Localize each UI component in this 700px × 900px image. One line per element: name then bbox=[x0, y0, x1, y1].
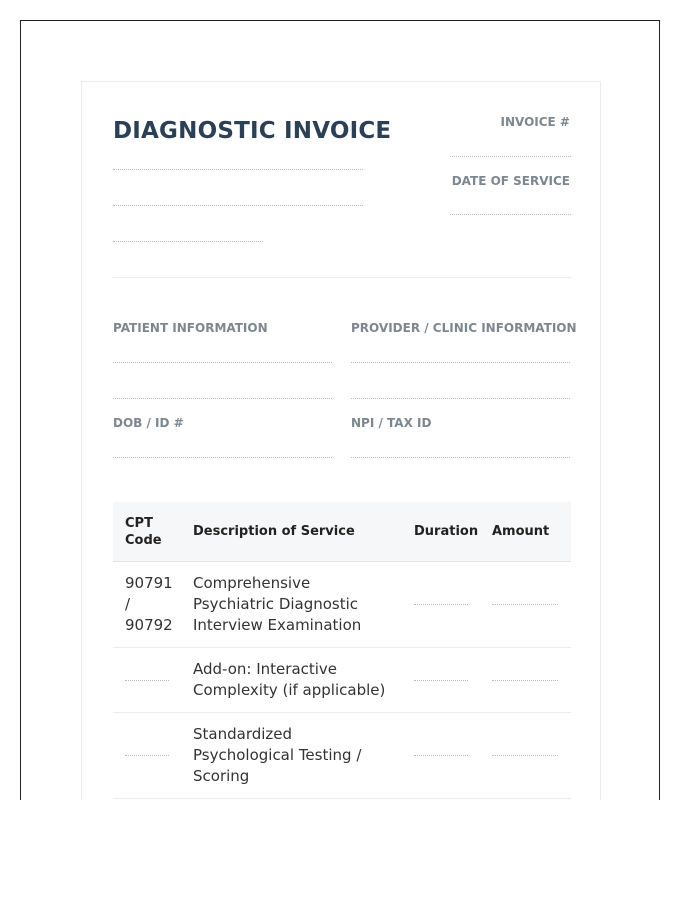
cpt-code-line[interactable] bbox=[125, 755, 169, 756]
patient-address-line[interactable] bbox=[113, 398, 332, 399]
document-frame bbox=[20, 20, 660, 800]
dob-id-line[interactable] bbox=[113, 457, 332, 458]
date-of-service-label: DATE OF SERVICE bbox=[451, 174, 570, 188]
amount-cell[interactable] bbox=[480, 713, 571, 799]
amount-line[interactable] bbox=[492, 604, 558, 605]
table-row bbox=[113, 562, 571, 648]
date-of-service-line[interactable] bbox=[450, 214, 571, 215]
cpt-code-line[interactable] bbox=[125, 680, 169, 681]
description-header: Description of Service bbox=[181, 502, 402, 562]
patient-info-label: PATIENT INFORMATION bbox=[113, 321, 268, 335]
amount-line[interactable] bbox=[492, 755, 558, 756]
amount-cell[interactable] bbox=[480, 562, 571, 648]
cpt-code-cell[interactable] bbox=[113, 713, 181, 799]
header-divider bbox=[113, 277, 571, 278]
dob-id-label: DOB / ID # bbox=[113, 416, 184, 430]
patient-name-line[interactable] bbox=[113, 362, 332, 363]
company-name-line[interactable] bbox=[113, 169, 363, 170]
npi-tax-id-label: NPI / TAX ID bbox=[351, 416, 432, 430]
provider-address-line[interactable] bbox=[351, 398, 570, 399]
table-header-row bbox=[113, 502, 571, 562]
provider-name-line[interactable] bbox=[351, 362, 570, 363]
amount-line[interactable] bbox=[492, 680, 558, 681]
invoice-card bbox=[81, 81, 601, 800]
duration-cell[interactable] bbox=[402, 713, 480, 799]
cpt-code-header: CPT Code bbox=[113, 502, 181, 562]
invoice-number-line[interactable] bbox=[450, 156, 571, 157]
duration-cell[interactable] bbox=[402, 648, 480, 713]
npi-tax-id-line[interactable] bbox=[351, 457, 570, 458]
amount-header: Amount bbox=[480, 502, 571, 562]
duration-cell[interactable] bbox=[402, 562, 480, 648]
company-address-line[interactable] bbox=[113, 205, 363, 206]
invoice-title: DIAGNOSTIC INVOICE bbox=[113, 118, 392, 144]
description-cell: Add-on: Interactive Complexity (if applicable) bbox=[181, 648, 402, 713]
duration-line[interactable] bbox=[414, 680, 468, 681]
invoice-number-label: INVOICE # bbox=[500, 115, 570, 129]
services-table bbox=[113, 502, 571, 799]
description-cell: Comprehensive Psychiatric Diagnostic Interview Examination bbox=[181, 562, 402, 648]
cpt-code-cell: 90791 / 90792 bbox=[113, 562, 181, 648]
description-cell: Standardized Psychological Testing / Scoring bbox=[181, 713, 402, 799]
duration-line[interactable] bbox=[414, 604, 468, 605]
table-row bbox=[113, 648, 571, 713]
provider-info-label: PROVIDER / CLINIC INFORMATION bbox=[351, 321, 577, 335]
duration-line[interactable] bbox=[414, 755, 468, 756]
table-row bbox=[113, 713, 571, 799]
amount-cell[interactable] bbox=[480, 648, 571, 713]
cpt-code-cell[interactable] bbox=[113, 648, 181, 713]
duration-header: Duration bbox=[402, 502, 480, 562]
company-contact-line[interactable] bbox=[113, 241, 263, 242]
